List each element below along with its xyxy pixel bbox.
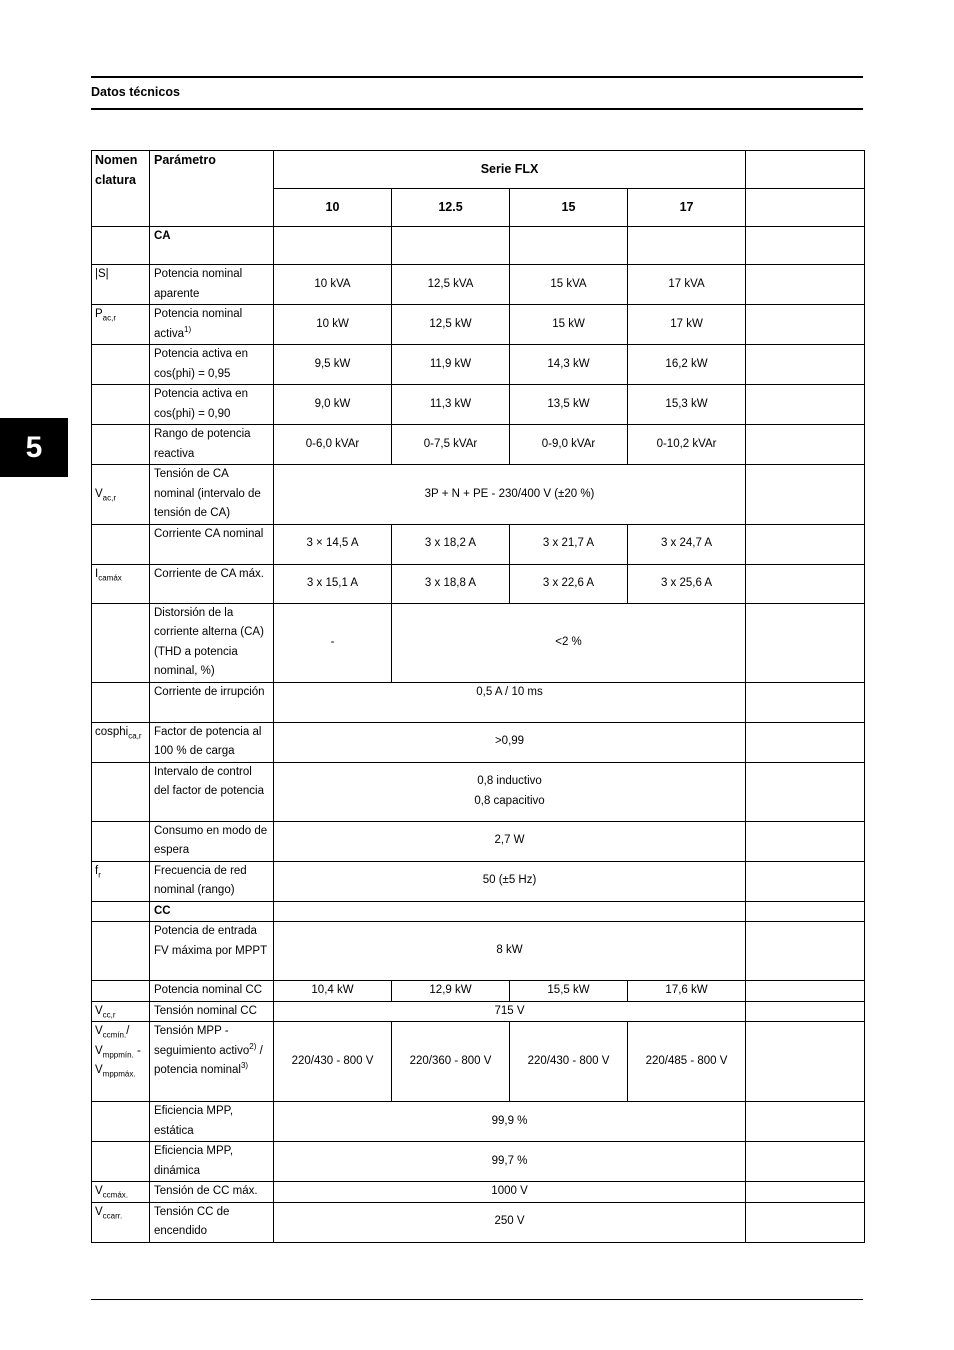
value-cell: 1000 V — [274, 1182, 746, 1203]
table-row — [92, 1001, 865, 1022]
value-cell: 0,5 A / 10 ms — [274, 682, 746, 722]
parameter-cell: Rango de potencia reactiva — [150, 425, 274, 465]
value-cell: 3 x 24,7 A — [628, 524, 746, 564]
value-cell: 3 x 25,6 A — [628, 564, 746, 603]
table-row — [92, 603, 865, 682]
model-header: 12.5 — [392, 189, 510, 227]
value-cell: 15 kVA — [510, 265, 628, 305]
value-cell: 220/360 - 800 V — [392, 1022, 510, 1102]
value-cell: 0-9,0 kVAr — [510, 425, 628, 465]
parameter-cell: Potencia nominal CC — [150, 981, 274, 1002]
value-cell: 3 x 18,8 A — [392, 564, 510, 603]
value-cell: 220/430 - 800 V — [274, 1022, 392, 1102]
table-row — [92, 981, 865, 1002]
parameter-cell: Potencia de entrada FV máxima por MPPT — [150, 922, 274, 981]
table-row — [92, 1202, 865, 1242]
table-row — [92, 524, 865, 564]
value-cell: 11,3 kW — [392, 385, 510, 425]
table-row — [92, 922, 865, 981]
value-cell: 99,9 % — [274, 1102, 746, 1142]
value-cell: 12,9 kW — [392, 981, 510, 1002]
parameter-cell: Distorsión de la corriente alterna (CA) (THD a potencia nominal, %) — [150, 603, 274, 682]
table-row — [92, 1182, 865, 1203]
value-cell: 220/430 - 800 V — [510, 1022, 628, 1102]
value-cell: 12,5 kVA — [392, 265, 510, 305]
model-header: 10 — [274, 189, 392, 227]
chapter-tab: 5 — [0, 418, 68, 477]
value-cell: 3P + N + PE - 230/400 V (±20 %) — [274, 465, 746, 525]
col-header-parameter: Parámetro — [150, 151, 274, 227]
nomenclature-cell: $f_r$ — [92, 861, 150, 901]
value-cell: 0-6,0 kVAr — [274, 425, 392, 465]
value-cell: 10 kVA — [274, 265, 392, 305]
parameter-cell: Factor de potencia al 100 % de carga — [150, 722, 274, 762]
empty-cell — [746, 151, 865, 189]
value-cell: 99,7 % — [274, 1142, 746, 1182]
parameter-cell: Tensión CC de encendido — [150, 1202, 274, 1242]
table-row — [92, 385, 865, 425]
section-row-cc — [92, 901, 865, 922]
parameter-cell: Tensión de CC máx. — [150, 1182, 274, 1203]
nomenclature-cell: $V_{ccarr.}$ — [92, 1202, 150, 1242]
technical-data-table — [91, 150, 865, 1243]
value-cell: 9,5 kW — [274, 345, 392, 385]
parameter-cell: Consumo en modo de espera — [150, 821, 274, 861]
table-row — [92, 1022, 865, 1102]
value-cell: 10,4 kW — [274, 981, 392, 1002]
parameter-cell: Tensión nominal CC — [150, 1001, 274, 1022]
model-header: 15 — [510, 189, 628, 227]
value-cell: 11,9 kW — [392, 345, 510, 385]
table-row — [92, 305, 865, 345]
table-row — [92, 564, 865, 603]
header-rule-top — [91, 76, 863, 78]
value-cell: 3 x 18,2 A — [392, 524, 510, 564]
parameter-cell: Corriente de CA máx. — [150, 564, 274, 603]
value-cell: 15,5 kW — [510, 981, 628, 1002]
value-cell: 17 kW — [628, 305, 746, 345]
value-cell: 15,3 kW — [628, 385, 746, 425]
value-cell: 10 kW — [274, 305, 392, 345]
parameter-cell: Potencia nominal aparente — [150, 265, 274, 305]
value-cell: 16,2 kW — [628, 345, 746, 385]
parameter-cell: Tensión MPP - seguimiento activo$^{2)}$ / potencia nominal$^{3)}$ — [150, 1022, 274, 1102]
section-label-ca: CA — [154, 230, 171, 242]
parameter-cell: Potencia activa en cos(phi) = 0,90 — [150, 385, 274, 425]
parameter-cell: Potencia nominal activa$^{1)}$ — [150, 305, 274, 345]
nomenclature-cell: |S| — [92, 265, 150, 305]
table-row — [92, 762, 865, 821]
parameter-cell: Intervalo de control del factor de potencia — [150, 762, 274, 821]
value-cell: 0,8 inductivo 0,8 capacitivo — [274, 762, 746, 821]
value-cell: 715 V — [274, 1001, 746, 1022]
table-row — [92, 465, 865, 525]
nomenclature-cell: $V_{ccmín.}/$ $V_{mppmín.}$ - $V_{mppmáx.}$ — [92, 1022, 150, 1102]
table-row — [92, 345, 865, 385]
header-rule-bottom — [91, 108, 863, 110]
parameter-cell: Corriente de irrupción — [150, 682, 274, 722]
table-row — [92, 1102, 865, 1142]
parameter-cell: Frecuencia de red nominal (rango) — [150, 861, 274, 901]
section-label-cc: CC — [154, 904, 171, 917]
table-row — [92, 265, 865, 305]
value-cell: 220/485 - 800 V — [628, 1022, 746, 1102]
parameter-cell: Tensión de CA nominal (intervalo de tensión de CA) — [150, 465, 274, 525]
value-cell: 15 kW — [510, 305, 628, 345]
table-row — [92, 821, 865, 861]
page-header-title: Datos técnicos — [91, 85, 180, 99]
value-cell: >0,99 — [274, 722, 746, 762]
parameter-cell: Potencia activa en cos(phi) = 0,95 — [150, 345, 274, 385]
value-cell: 9,0 kW — [274, 385, 392, 425]
value-cell: 3 × 14,5 A — [274, 524, 392, 564]
value-cell: 3 x 15,1 A — [274, 564, 392, 603]
table-row — [92, 682, 865, 722]
table-row — [92, 861, 865, 901]
header-row-series — [92, 151, 865, 189]
col-header-nomenclature: Nomen clatura — [92, 151, 150, 227]
value-cell: 14,3 kW — [510, 345, 628, 385]
table-row — [92, 722, 865, 762]
nomenclature-cell: $V_{cc,r}$ — [92, 1001, 150, 1022]
value-cell: 13,5 kW — [510, 385, 628, 425]
footer-rule — [91, 1299, 863, 1300]
nomenclature-cell: $V_{ccmáx.}$ — [92, 1182, 150, 1203]
value-cell: 17 kVA — [628, 265, 746, 305]
table-row — [92, 1142, 865, 1182]
value-cell: 2,7 W — [274, 821, 746, 861]
nomenclature-cell: cosphi$_{ca,r}$ — [92, 722, 150, 762]
parameter-cell: Eficiencia MPP, dinámica — [150, 1142, 274, 1182]
value-cell: - — [274, 603, 392, 682]
series-header: Serie FLX — [274, 151, 746, 189]
value-cell: 3 x 22,6 A — [510, 564, 628, 603]
model-header: 17 — [628, 189, 746, 227]
value-cell: 250 V — [274, 1202, 746, 1242]
value-cell: 50 (±5 Hz) — [274, 861, 746, 901]
value-cell: 0-10,2 kVAr — [628, 425, 746, 465]
nomenclature-cell: $I_{camáx}$ — [92, 564, 150, 603]
section-row-ca — [92, 227, 865, 265]
table-row — [92, 425, 865, 465]
value-cell: 3 x 21,7 A — [510, 524, 628, 564]
value-cell: 12,5 kW — [392, 305, 510, 345]
nomenclature-cell: $P_{ac,r}$ — [92, 305, 150, 345]
empty-cell — [746, 189, 865, 227]
value-cell: 17,6 kW — [628, 981, 746, 1002]
value-cell: <2 % — [392, 603, 746, 682]
value-cell: 8 kW — [274, 922, 746, 981]
parameter-cell: Eficiencia MPP, estática — [150, 1102, 274, 1142]
parameter-cell: Corriente CA nominal — [150, 524, 274, 564]
value-cell: 0-7,5 kVAr — [392, 425, 510, 465]
nomenclature-cell: $V_{ac,r}$ — [92, 465, 150, 525]
